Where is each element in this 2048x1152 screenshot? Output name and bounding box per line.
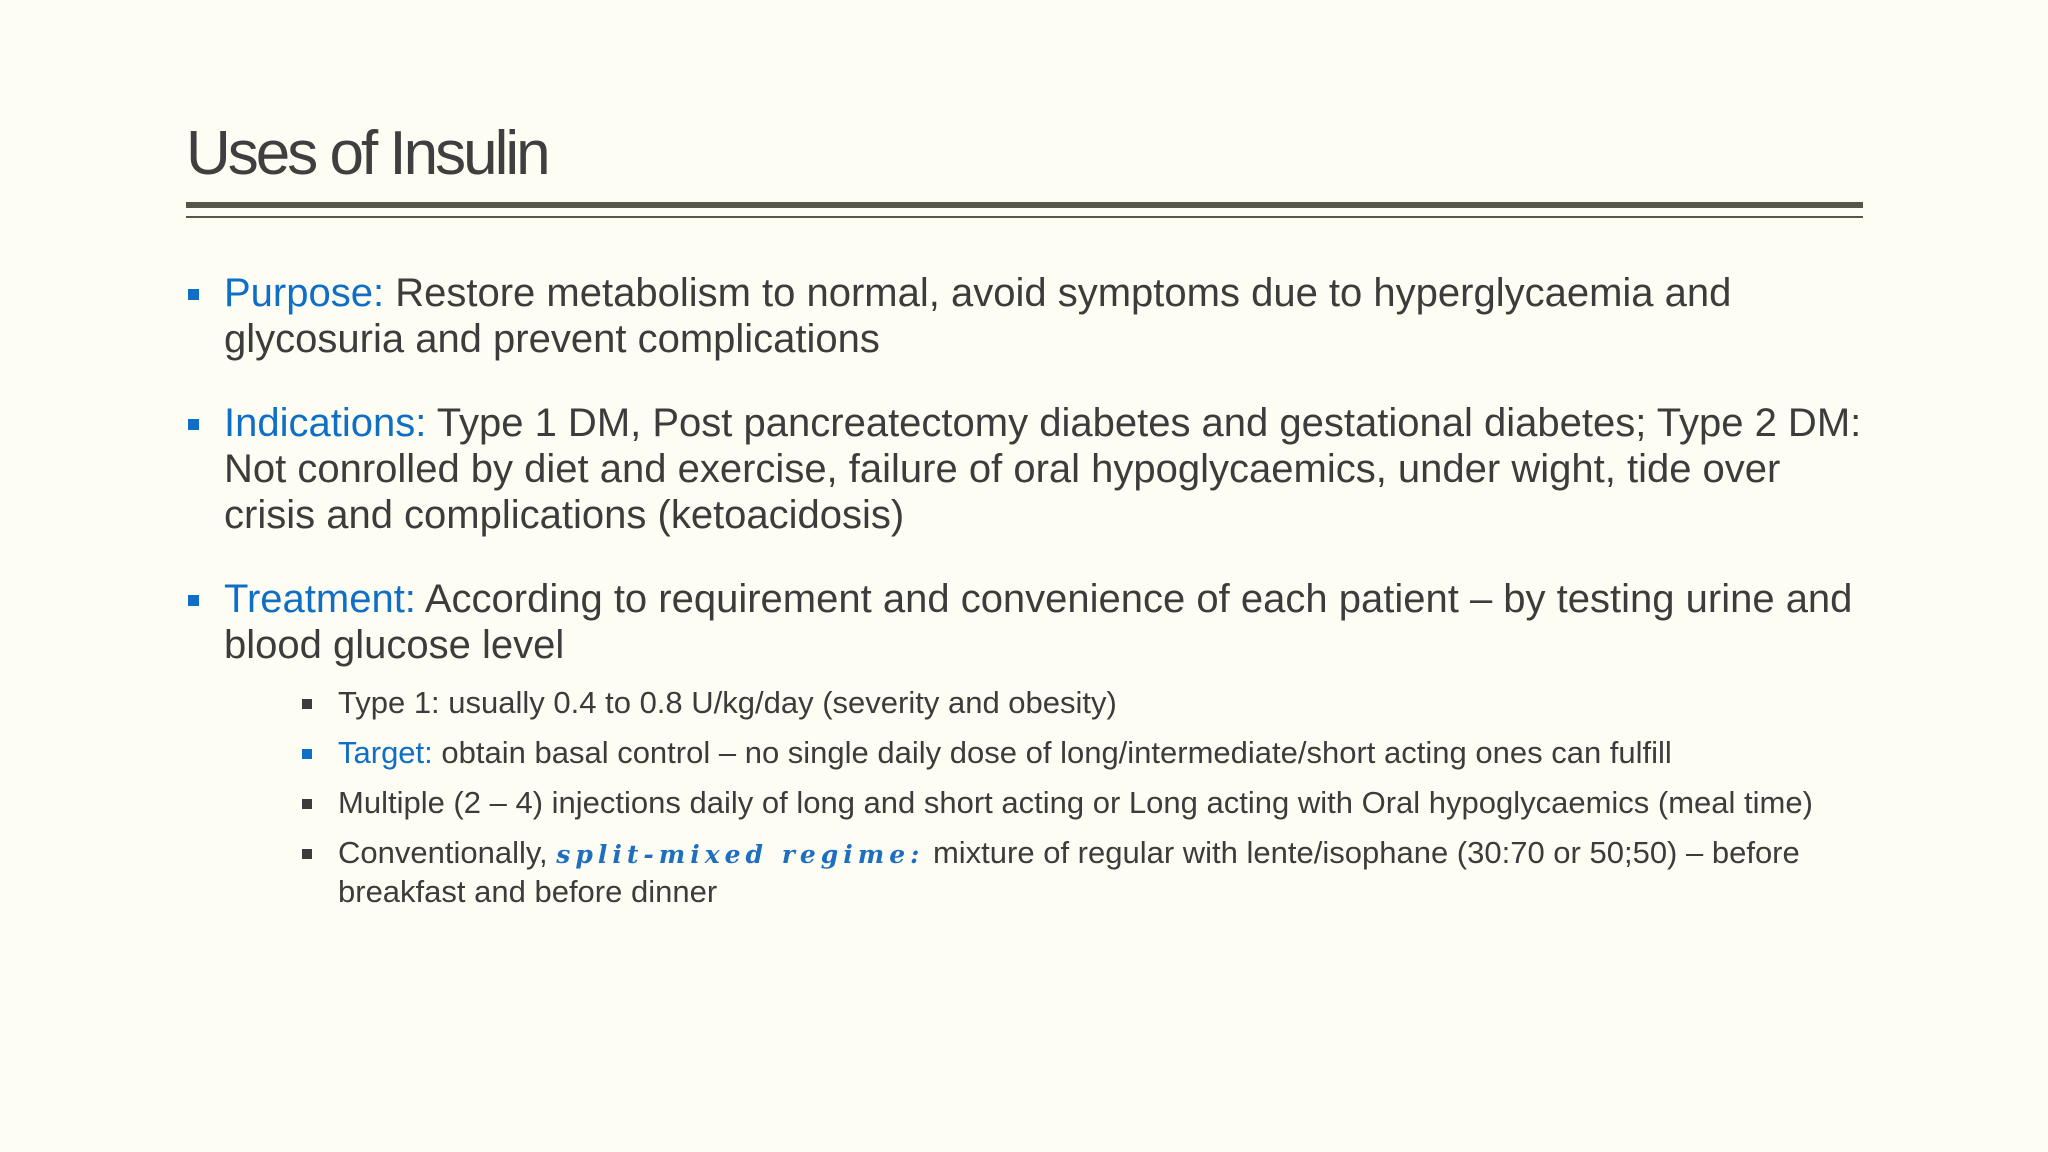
bullet-purpose: [186, 270, 1866, 362]
bullet-text: Type 1 DM, Post pancreatectomy diabetes and gestational diabetes; Type 2 DM: Not conrolled by diet and exercise, failure of oral hypoglycaemics, under wight, tide over crisis and complications (ketoacidosis): [224, 401, 1862, 537]
sub-bullet-type1: [300, 684, 1866, 721]
bullet-label: Indications:: [224, 401, 427, 445]
sub-bullet-text: mixture of regular with lente/isophane (30:70 or 50;50) – before breakfast and before dinner: [338, 835, 1800, 909]
sub-bullet-multiple: [300, 784, 1866, 821]
square-bullet-icon: [188, 419, 199, 430]
bullet-indications: [186, 400, 1866, 538]
title-divider-thin: [186, 216, 1863, 218]
bullet-list: [186, 270, 1866, 910]
sub-bullet-conventional: [300, 834, 1866, 910]
square-bullet-icon: [302, 749, 312, 759]
sub-bullet-text: Type 1: usually 0.4 to 0.8 U/kg/day (severity and obesity): [338, 685, 1117, 720]
square-bullet-icon: [302, 799, 312, 809]
bullet-treatment: [186, 576, 1866, 910]
bullet-label: Purpose:: [224, 271, 385, 315]
sub-bullet-target: [300, 734, 1866, 771]
sub-bullet-prefix: Conventionally,: [338, 835, 557, 870]
bullet-text: According to requirement and convenience of each patient – by testing urine and blood glucose level: [224, 577, 1853, 667]
square-bullet-icon: [188, 289, 199, 300]
split-mixed-regime-script: split-mixed regime:: [556, 840, 925, 869]
sub-bullet-text: obtain basal control – no single daily dose of long/intermediate/short acting ones can fulfill: [432, 735, 1672, 770]
square-bullet-icon: [302, 849, 312, 859]
sub-bullet-label: Target:: [338, 735, 433, 770]
title-divider-thick: [186, 202, 1863, 208]
sub-bullet-text: Multiple (2 – 4) injections daily of long and short acting or Long acting with Oral hypoglycaemics (meal time): [338, 785, 1813, 820]
sub-bullet-list: [224, 684, 1866, 910]
bullet-label: Treatment:: [224, 577, 416, 621]
square-bullet-icon: [302, 699, 312, 709]
square-bullet-icon: [188, 595, 199, 606]
slide-body: [186, 270, 1866, 948]
bullet-text: Restore metabolism to normal, avoid symptoms due to hyperglycaemia and glycosuria and prevent complications: [224, 271, 1732, 361]
slide-title: Uses of Insulin: [186, 119, 548, 188]
